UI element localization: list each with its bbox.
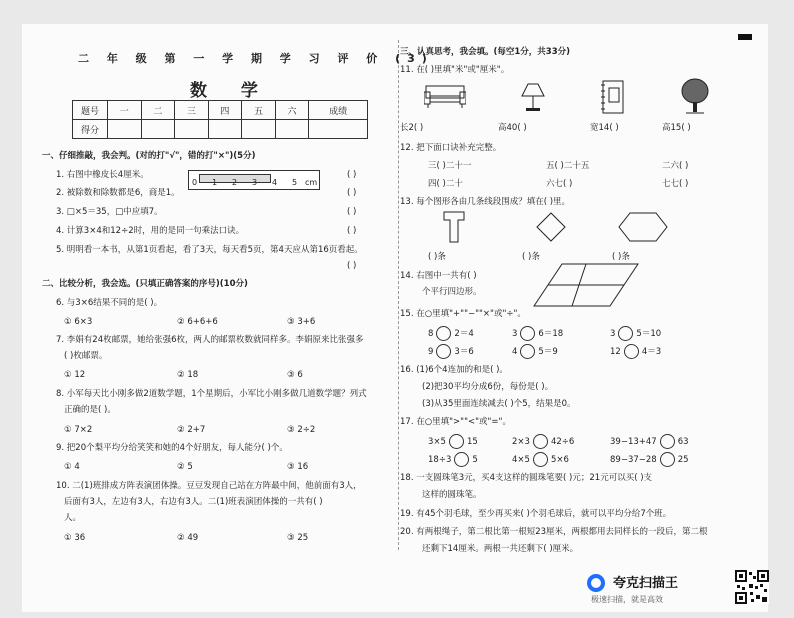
score-cell[interactable] [208, 120, 242, 139]
q8-option[interactable]: ② 2+7 [177, 425, 206, 435]
scanner-watermark [585, 570, 785, 612]
q2-text: 2. 被除数和除数都是6，商是1。 [56, 188, 180, 198]
q17-text: 17. 在○里填">""<"或"="。 [400, 417, 511, 427]
score-header-cell: 成绩 [309, 101, 368, 120]
q8-text-cont: 正确的是( )。 [64, 405, 116, 415]
ruler-label: 3 [252, 178, 258, 187]
q12-blank[interactable]: 二六( ) [662, 161, 689, 171]
score-row-label: 得分 [73, 120, 108, 139]
q15-num: 4＝3 [641, 347, 662, 357]
q17-expr [610, 434, 689, 449]
compare-circle[interactable] [533, 434, 548, 449]
q9-option[interactable]: ① 4 [64, 462, 80, 472]
operator-circle[interactable] [436, 326, 451, 341]
trapezoid-shape-icon [442, 210, 468, 244]
score-header-cell: 五 [242, 101, 276, 120]
q17-num: 39−13+47 [610, 437, 657, 447]
q17-expr [512, 434, 574, 449]
operator-circle[interactable] [520, 344, 535, 359]
section1-heading: 一、仔细推敲，我会判。(对的打"√"，错的打"×")(5分) [42, 151, 256, 161]
answer-paren[interactable]: ( ) [347, 226, 357, 236]
q16-text-2: (2)把30平均分成6份，每份是( )。 [422, 382, 554, 392]
q4-text: 4. 计算3×4和12÷2时，用的是同一句乘法口诀。 [56, 226, 245, 236]
answer-paren[interactable]: ( ) [347, 170, 357, 180]
q9-text: 9. 把20个梨平均分给笑笑和她的4个好朋友，每人能分( )个。 [56, 443, 288, 453]
ruler-label: 5 [292, 178, 298, 187]
notebook-icon [600, 80, 624, 114]
q17-expr [428, 452, 478, 467]
q11-blank[interactable]: 高15( ) [662, 123, 691, 133]
q17-num: 5×6 [550, 455, 569, 465]
ruler-label: 2 [232, 178, 238, 187]
q7-option[interactable]: ③ 6 [287, 370, 303, 380]
q3-text: 3. □×5＝35，□中应填7。 [56, 207, 163, 217]
q20-text-cont: 还剩下14厘米。两根一共还剩下( )厘米。 [422, 544, 579, 554]
operator-circle[interactable] [436, 344, 451, 359]
q17-num: 42÷6 [550, 437, 575, 447]
score-cell[interactable] [242, 120, 276, 139]
q17-expr [428, 434, 478, 449]
q7-text-cont: ( )枚邮票。 [64, 351, 108, 361]
q5-text: 5. 明明看一本书，从第1页看起，看了3天，每天看5页，第4天应从第16页看起。 [56, 245, 363, 255]
q9-option[interactable]: ② 5 [177, 462, 193, 472]
q12-blank[interactable]: 六七( ) [546, 179, 573, 189]
operator-circle[interactable] [618, 326, 633, 341]
q15-num: 4 [512, 347, 518, 357]
score-table [72, 100, 368, 139]
q20-text: 20. 有两根绳子，第二根比第一根短23厘米，两根都用去同样长的一段后，第二根 [400, 527, 708, 537]
score-header-cell: 三 [175, 101, 209, 120]
q17-num: 89−37−28 [610, 455, 657, 465]
q17-num: 25 [677, 455, 689, 465]
q15-num: 2＝4 [454, 329, 474, 339]
exam-title: 二 年 级 第 一 学 期 学 习 评 价 (3) [78, 52, 434, 65]
q19-text: 19. 有45个羽毛球，至少再买来( )个羽毛球后，就可以平均分给7个班。 [400, 509, 672, 519]
q6-option[interactable]: ① 6×3 [64, 317, 93, 327]
q11-blank[interactable]: 高40( ) [498, 123, 527, 133]
q15-expr [610, 326, 661, 341]
q10-text: 10. 二(1)班排成方阵表演团体操。豆豆发现自己站在方阵最中间，他前面有3人， [56, 481, 362, 491]
q10-option[interactable]: ② 49 [177, 533, 199, 543]
score-cell[interactable] [275, 120, 309, 139]
q15-num: 8 [428, 329, 434, 339]
q6-option[interactable]: ② 6+6+6 [177, 317, 218, 327]
compare-circle[interactable] [533, 452, 548, 467]
q10-text-cont: 后面有3人，左边有3人，右边有3人。二(1)班表演团体操的一共有( ) [64, 497, 323, 507]
score-cell[interactable] [309, 120, 368, 139]
q13-blank[interactable]: ( )条 [428, 252, 446, 262]
q17-num: 3×5 [428, 437, 446, 447]
q12-blank[interactable]: 四( )二十 [428, 179, 463, 189]
compare-circle[interactable] [449, 434, 464, 449]
q15-text: 15. 在○里填"+""−""×"或"÷"。 [400, 309, 526, 319]
q7-option[interactable]: ② 18 [177, 370, 199, 380]
q12-blank[interactable]: 五( )二十五 [546, 161, 590, 171]
score-cell[interactable] [108, 120, 142, 139]
q11-blank[interactable]: 宽14( ) [590, 123, 619, 133]
ruler-label: 1 [212, 178, 218, 187]
subject-title: 数 学 [190, 81, 272, 101]
q8-text: 8. 小军每天比小刚多做2道数学题，1个星期后，小军比小刚多做几道数学题？列式 [56, 389, 367, 399]
q8-option[interactable]: ① 7×2 [64, 425, 93, 435]
q14-text-cont: 个平行四边形。 [422, 287, 482, 297]
lamp-icon [518, 82, 548, 112]
score-header-cell: 题号 [73, 101, 108, 120]
answer-paren[interactable]: ( ) [347, 188, 357, 198]
q8-option[interactable]: ③ 2÷2 [287, 425, 316, 435]
q7-option[interactable]: ① 12 [64, 370, 86, 380]
sofa-icon [424, 82, 466, 108]
ruler-with-eraser [188, 170, 320, 190]
ruler-unit: cm [305, 178, 318, 187]
q6-option[interactable]: ③ 3+6 [287, 317, 316, 327]
q6-text: 6. 与3×6结果不同的是( )。 [56, 298, 163, 308]
q10-option[interactable]: ③ 25 [287, 533, 309, 543]
q12-blank[interactable]: 七七( ) [662, 179, 689, 189]
q17-num: 4×5 [512, 455, 530, 465]
scanner-logo-icon [587, 574, 605, 592]
brand-name: 夸克扫描王 [613, 576, 679, 591]
q9-option[interactable]: ③ 16 [287, 462, 309, 472]
q15-num: 3 [610, 329, 616, 339]
q15-expr [512, 344, 558, 359]
q12-text: 12. 把下面口诀补充完整。 [400, 143, 502, 153]
score-header-cell: 四 [208, 101, 242, 120]
q17-expr [610, 452, 689, 467]
q15-num: 9 [428, 347, 434, 357]
qr-code-icon [735, 570, 769, 604]
score-cell[interactable] [175, 120, 209, 139]
q15-num: 12 [610, 347, 621, 357]
q15-expr [610, 344, 661, 359]
compare-circle[interactable] [454, 452, 469, 467]
score-header-cell: 二 [141, 101, 175, 120]
q15-num: 5＝10 [636, 329, 662, 339]
q1-text: 1. 右图中橡皮长4厘米。 [56, 170, 149, 180]
q17-num: 15 [466, 437, 478, 447]
q16-text-3: (3)从35里面连续减去( )个5，结果是0。 [422, 399, 576, 409]
section2-heading: 二、比较分析，我会选。(只填正确答案的序号)(10分) [42, 279, 248, 289]
compare-circle[interactable] [660, 452, 675, 467]
q13-text: 13. 每个图形各由几条线段围成？填在( )里。 [400, 197, 571, 207]
q11-blank[interactable]: 长2( ) [400, 123, 424, 133]
q13-blank[interactable]: ( )条 [612, 252, 630, 262]
q13-blank[interactable]: ( )条 [522, 252, 540, 262]
q18-text: 18. 一支圆珠笔3元，买4支这样的圆珠笔要( )元；21元可以买( )支 [400, 473, 653, 483]
tree-icon [680, 78, 710, 114]
q17-num: 5 [472, 455, 478, 465]
q15-expr [428, 326, 474, 341]
q15-expr [512, 326, 563, 341]
operator-circle[interactable] [624, 344, 639, 359]
operator-circle[interactable] [520, 326, 535, 341]
score-header-cell: 一 [108, 101, 142, 120]
ruler-label: 0 [192, 178, 198, 187]
compare-circle[interactable] [660, 434, 675, 449]
q17-expr [512, 452, 569, 467]
answer-paren[interactable]: ( ) [347, 261, 357, 271]
brand-slogan: 极速扫描，就是高效 [591, 595, 663, 604]
diamond-shape-icon [536, 212, 566, 242]
q16-text: 16. (1)6个4连加的和是( )。 [400, 365, 508, 375]
hexagon-shape-icon [618, 212, 668, 242]
q7-text: 7. 李娟有24枚邮票，她给张强6枚，两人的邮票枚数就同样多。李娟原来比张强多 [56, 335, 364, 345]
score-header-cell: 六 [275, 101, 309, 120]
section3-heading: 三、认真思考，我会填。(每空1分，共33分) [400, 47, 571, 57]
q15-num: 6＝18 [538, 329, 564, 339]
q10-option[interactable]: ① 36 [64, 533, 86, 543]
q17-num: 2×3 [512, 437, 530, 447]
q15-expr [428, 344, 474, 359]
q10-text-cont: 人。 [64, 513, 82, 523]
q11-text: 11. 在( )里填"米"或"厘米"。 [400, 65, 510, 75]
q15-num: 3＝6 [454, 347, 474, 357]
q17-num: 63 [677, 437, 689, 447]
parallelogram-figure-icon [532, 262, 640, 308]
q15-num: 5＝9 [538, 347, 558, 357]
score-cell[interactable] [141, 120, 175, 139]
q18-text-cont: 这样的圆珠笔。 [422, 490, 482, 500]
q12-blank[interactable]: 三( )二十一 [428, 161, 472, 171]
ruler-label: 4 [272, 178, 278, 187]
q14-text: 14. 右图中一共有( ) [400, 271, 477, 281]
corner-mark [738, 34, 752, 40]
q17-num: 18÷3 [428, 455, 452, 465]
q15-num: 3 [512, 329, 518, 339]
answer-paren[interactable]: ( ) [347, 207, 357, 217]
